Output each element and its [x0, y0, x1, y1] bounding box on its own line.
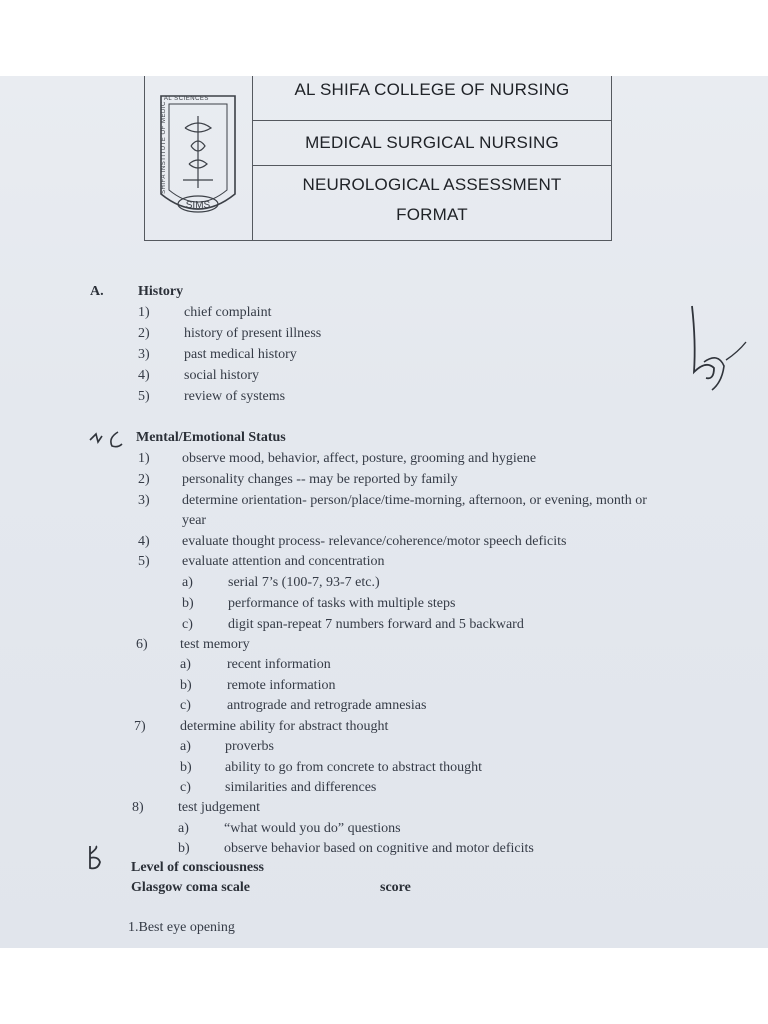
mental-item-4: evaluate thought process- relevance/coherence/motor speech deficits [182, 534, 567, 549]
mental-8-sub-b: observe behavior based on cognitive and motor deficits [224, 841, 534, 856]
mental-7-sub-b-letter: b) [180, 760, 192, 775]
history-item-4: social history [184, 368, 260, 383]
mental-8-sub-a: “what would you do” questions [224, 821, 401, 836]
mental-item-7: determine ability for abstract thought [180, 719, 389, 734]
mental-num-3: 3) [138, 493, 150, 508]
history-title: History [138, 284, 184, 299]
handwritten-b-icon [84, 844, 106, 872]
mental-7-sub-c-letter: c) [180, 780, 191, 795]
mental-8-sub-b-letter: b) [178, 841, 190, 856]
history-item-3: past medical history [184, 347, 297, 362]
best-eye-opening: 1.Best eye opening [128, 920, 235, 935]
mental-num-1: 1) [138, 451, 150, 466]
document-title [253, 166, 611, 244]
history-num-5: 5) [138, 389, 150, 404]
subject-name: MEDICAL SURGICAL NURSING [253, 121, 611, 166]
handwritten-mark-icon [684, 302, 754, 402]
mental-8-sub-a-letter: a) [178, 821, 189, 836]
logo-cell [145, 76, 253, 240]
mental-5-sub-b: performance of tasks with multiple steps [228, 596, 456, 611]
mental-7-sub-a-letter: a) [180, 739, 191, 754]
history-num-2: 2) [138, 326, 150, 341]
history-item-2: history of present illness [184, 326, 322, 341]
glasgow-scale: Glasgow coma scale [131, 880, 250, 895]
mental-7-sub-a: proverbs [225, 739, 274, 754]
mental-6-sub-b-letter: b) [180, 678, 192, 693]
history-num-4: 4) [138, 368, 150, 383]
mental-6-sub-c: antrograde and retrograde amnesias [227, 698, 427, 713]
mental-5-sub-a-letter: a) [182, 575, 193, 590]
document-page [0, 76, 768, 948]
mental-item-5: evaluate attention and concentration [182, 554, 385, 569]
mental-num-4: 4) [138, 534, 150, 549]
history-item-5: review of systems [184, 389, 286, 404]
logo-abbr: SIMS [185, 200, 211, 211]
mental-item-6: test memory [180, 637, 250, 652]
svg-text:SHIFA INSTITUTE OF MEDICAL SCI [161, 96, 209, 194]
mental-num-2: 2) [138, 472, 150, 487]
mental-6-sub-a: recent information [227, 657, 331, 672]
loc-title: Level of consciousness [131, 860, 264, 875]
mental-item-1: observe mood, behavior, affect, posture, grooming and hygiene [182, 451, 537, 466]
mental-item-3-cont: year [182, 513, 207, 528]
mental-6-sub-b: remote information [227, 678, 336, 693]
mental-5-sub-a: serial 7’s (100-7, 93-7 etc.) [228, 575, 380, 590]
mental-6-sub-c-letter: c) [180, 698, 191, 713]
mental-num-8: 8) [132, 800, 144, 815]
mental-7-sub-b: ability to go from concrete to abstract thought [225, 760, 482, 775]
college-name: AL SHIFA COLLEGE OF NURSING [253, 76, 611, 121]
mental-num-5: 5) [138, 554, 150, 569]
mental-5-sub-b-letter: b) [182, 596, 194, 611]
title-line-1: NEUROLOGICAL ASSESSMENT [302, 175, 562, 194]
history-num-1: 1) [138, 305, 150, 320]
mental-item-3: determine orientation- person/place/time-morning, afternoon, or evening, month or [182, 493, 647, 508]
mental-6-sub-a-letter: a) [180, 657, 191, 672]
score-label: score [380, 880, 411, 895]
mental-num-6: 6) [136, 637, 148, 652]
mental-title: Mental/Emotional Status [136, 430, 286, 445]
mental-5-sub-c: digit span-repeat 7 numbers forward and 5 backward [228, 617, 524, 632]
history-item-1: chief complaint [184, 305, 272, 320]
college-logo-icon [145, 76, 252, 240]
logo-text: SHIFA INSTITUTE OF MEDICAL SCIENCES [161, 96, 209, 194]
mental-item-2: personality changes -- may be reported by family [182, 472, 458, 487]
title-line-2: FORMAT [396, 205, 468, 224]
mental-num-7: 7) [134, 719, 146, 734]
section-a-letter: A. [90, 284, 104, 299]
history-num-3: 3) [138, 347, 150, 362]
handwritten-tick-icon [88, 428, 128, 450]
mental-7-sub-c: similarities and differences [225, 780, 377, 795]
mental-item-8: test judgement [178, 800, 261, 815]
mental-5-sub-c-letter: c) [182, 617, 193, 632]
header-table [144, 76, 612, 241]
